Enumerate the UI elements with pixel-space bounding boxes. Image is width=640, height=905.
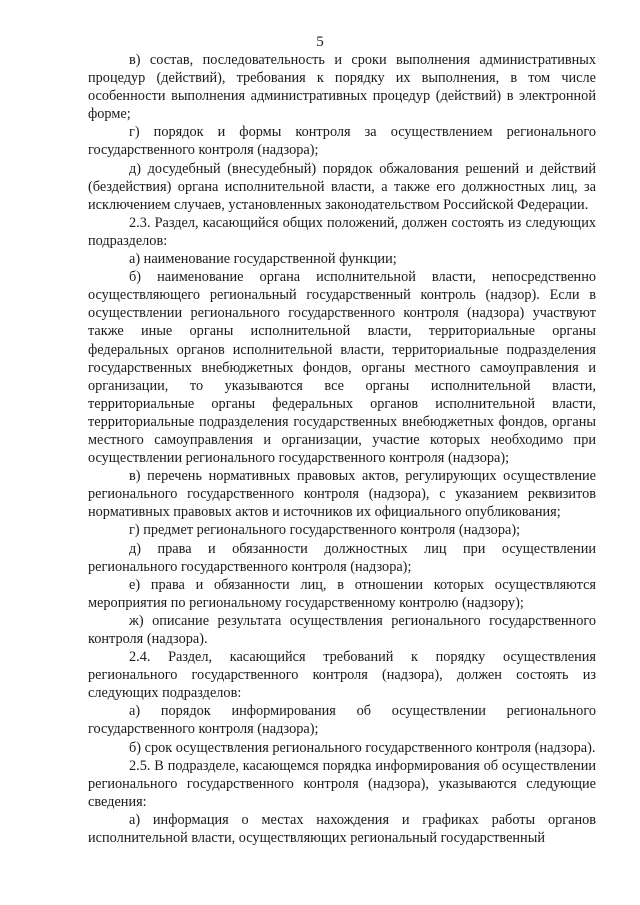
document-body [88, 51, 596, 847]
paragraph-section-2-4: 2.4. Раздел, касающийся требований к порядку осуществления регионального государственного контроля (надзора), должен состоять из следующих подразделов: [88, 649, 596, 702]
paragraph-location-info: а) информация о местах нахождения и графиках работы органов исполнительной власти, осуществляющих региональный государственный [88, 811, 596, 847]
paragraph-informing-procedure: а) порядок информирования об осуществлении регионального государственного контроля (надзора); [88, 703, 596, 738]
paragraph-control-duration: б) срок осуществления регионального государственного контроля (надзора). [129, 739, 596, 756]
paragraph-authority-name: б) наименование органа исполнительной власти, непосредственно осуществляющего региональный государственный контроль (надзор). Если в осуществлении регионального государственного контроля (надзора) участвуют также иные органы исполнительной власти, территориальные органы федеральных органов исполнительной власти, территориальные подразделения государственных внебюджетных фондов, органы местного самоуправления и организации, то указываются все органы исполнительной власти, территориальные органы федеральных органов исполнительной власти, территориальные подразделения государственных внебюджетных фондов, органы местного самоуправления и организации, участие которых необходимо при осуществлении регионального государственного контроля (надзора); [88, 269, 596, 467]
paragraph-inspected-persons-rights: е) права и обязанности лиц, в отношении которых осуществляются мероприятия по региональному государственному контролю (надзору); [88, 576, 596, 611]
paragraph-function-name: а) наименование государственной функции; [129, 251, 397, 268]
paragraph-section-2-5: 2.5. В подразделе, касающемся порядка информирования об осуществлении регионального государственного контроля (надзора), указываются следующие сведения: [88, 757, 596, 810]
paragraph-section-2-3: 2.3. Раздел, касающийся общих положений, должен состоять из следующих подразделов: [88, 214, 596, 249]
paragraph-appeal-procedure: д) досудебный (внесудебный) порядок обжалования решений и действий (бездействия) органа исполнительной власти, а также его должностных лиц, за исключением случаев, установленных законодательством Российской Федерации. [88, 160, 596, 213]
paragraph-control-subject: г) предмет регионального государственного контроля (надзора); [129, 522, 521, 539]
paragraph-legal-acts-list: в) перечень нормативных правовых актов, регулирующих осуществление регионального государственного контроля (надзора), с указанием реквизитов нормативных правовых актов и источников их официального опубликования; [88, 468, 596, 521]
paragraph-control-result: ж) описание результата осуществления регионального государственного контроля (надзора). [88, 612, 596, 647]
paragraph-admin-procedures: в) состав, последовательность и сроки выполнения административных процедур (действий), требования к порядку их выполнения, в том числе особенности выполнения административных процедур (действий) в электронной форме; [88, 52, 596, 123]
paragraph-officials-rights: д) права и обязанности должностных лиц при осуществлении регионального государственного контроля (надзора); [88, 540, 596, 575]
page-number: 5 [316, 34, 324, 50]
paragraph-control-forms: г) порядок и формы контроля за осуществлением регионального государственного контроля (надзора); [88, 124, 596, 159]
